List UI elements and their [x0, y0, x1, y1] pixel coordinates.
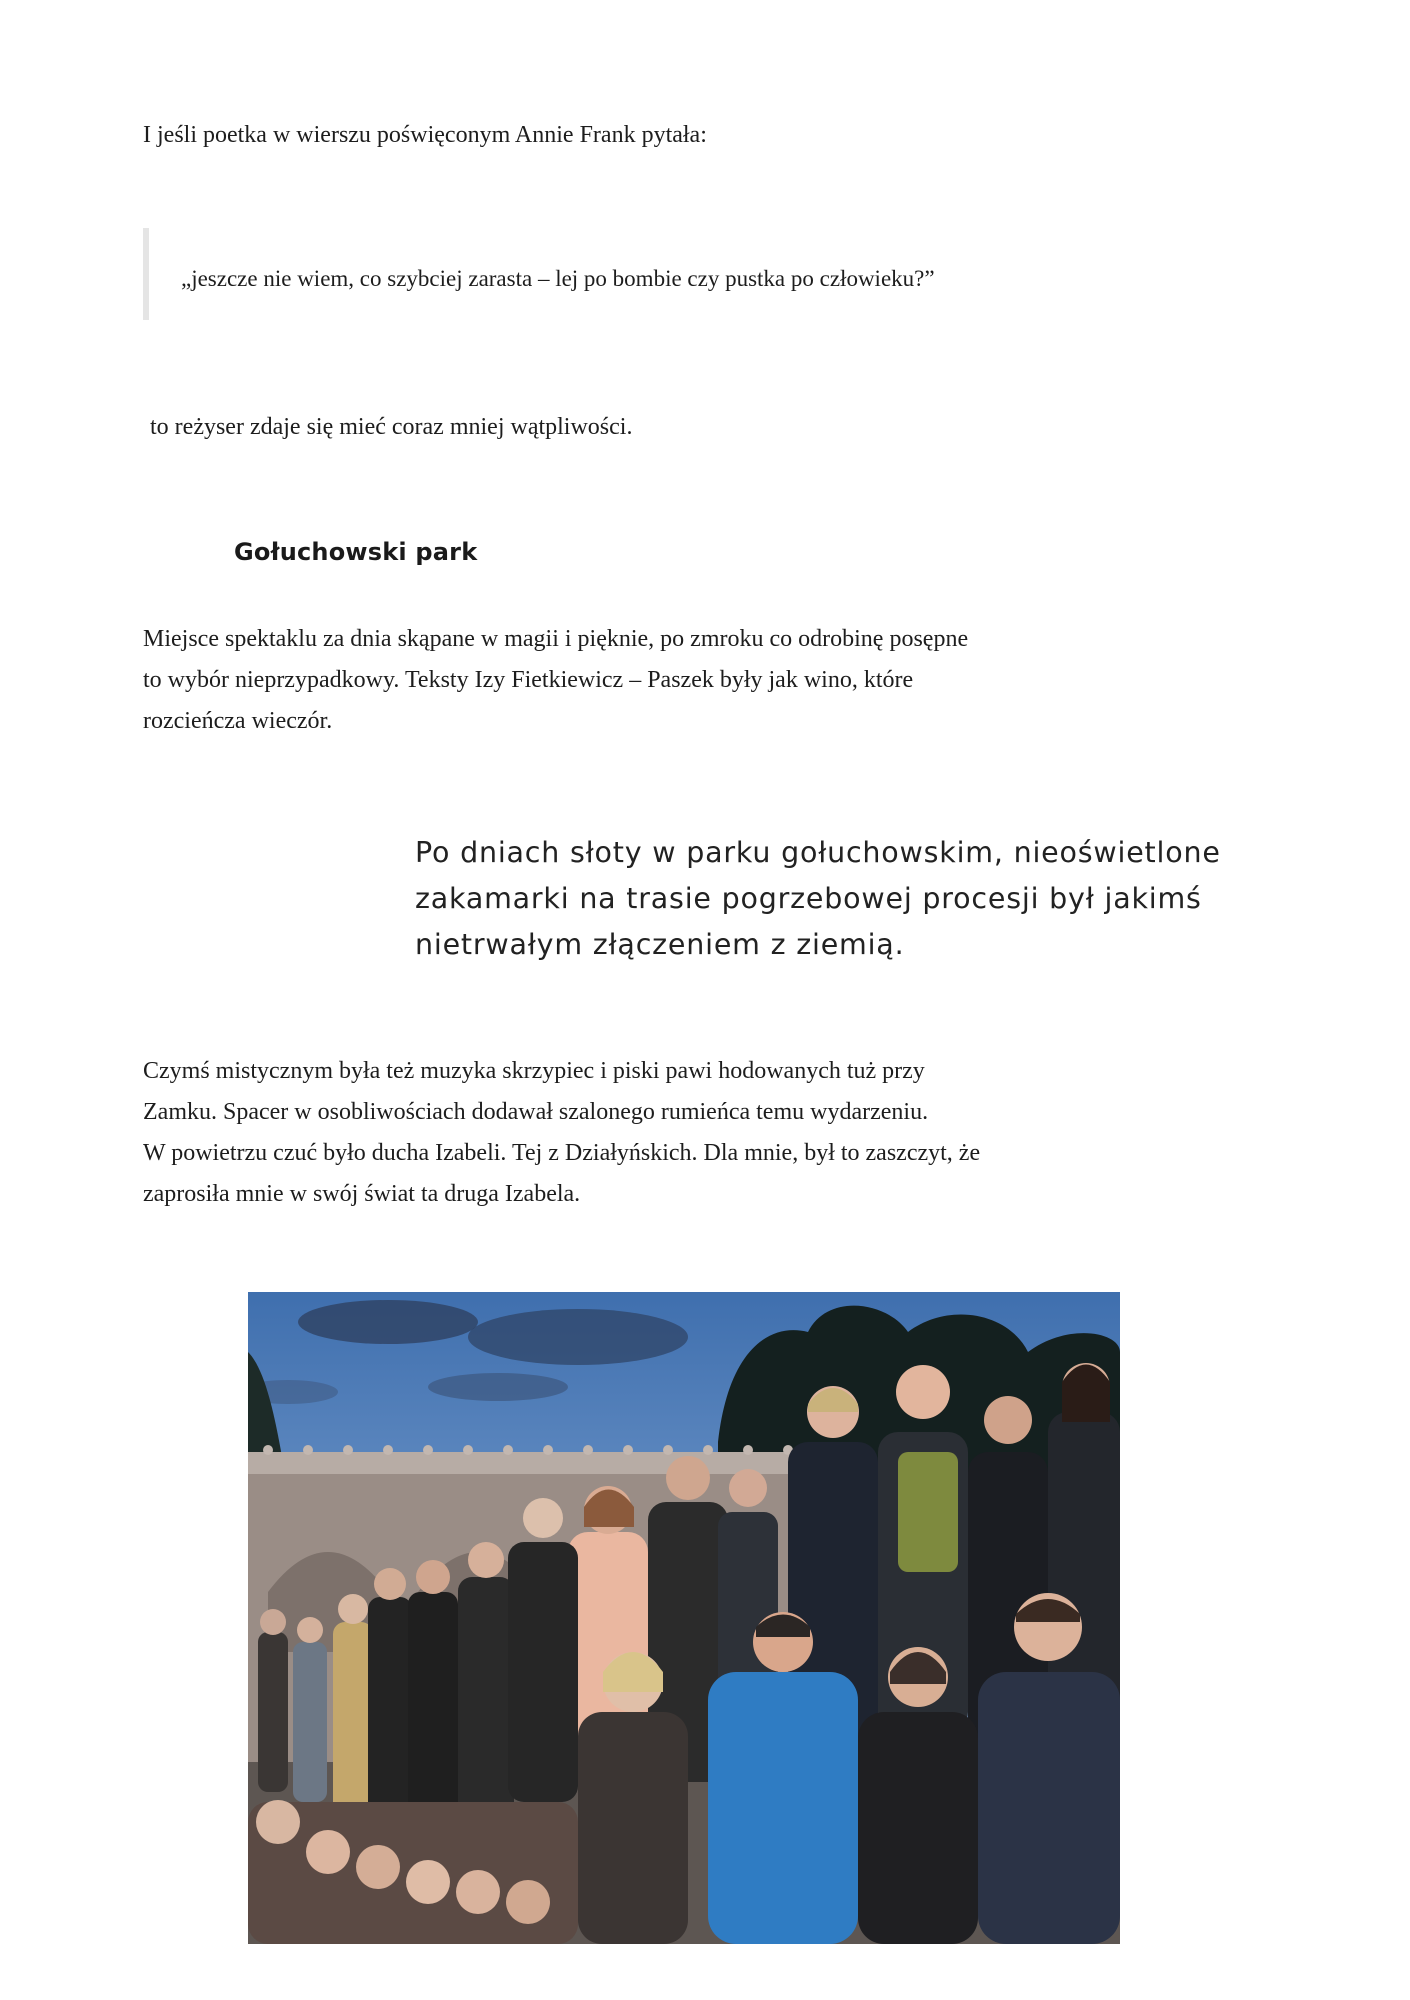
balustrade — [248, 1452, 808, 1474]
quote-text: „jeszcze nie wiem, co szybciej zarasta – lej po bombie czy pustka po człowieku?” — [181, 266, 935, 291]
blockquote — [143, 228, 1143, 320]
after-quote-text: to reżyser zdaje się mieć coraz mniej wątpliwości. — [150, 414, 633, 440]
paragraph-1-line: to wybór nieprzypadkowy. Teksty Izy Fietkiewicz – Paszek były jak wino, które — [143, 667, 914, 693]
paragraph-2-line: W powietrzu czuć było ducha Izabeli. Tej z Działyńskich. Dla mnie, był to zaszczyt, że — [143, 1140, 981, 1166]
pullquote-line: nietrwałym złączeniem z ziemią. — [415, 928, 905, 961]
paragraph-2 — [143, 1051, 1143, 1215]
paragraph-2-line: Czymś mistycznym była też muzyka skrzypiec i piski pawi hodowanych tuż przy — [143, 1058, 925, 1084]
cloud — [298, 1300, 478, 1344]
cloud — [428, 1373, 568, 1401]
paragraph-1-line: Miejsce spektaklu za dnia skąpane w magii i pięknie, po zmroku co odrobinę posępne — [143, 626, 969, 652]
section-heading: Gołuchowski park — [234, 538, 478, 566]
pullquote-line: zakamarki na trasie pogrzebowej procesji był jakimś — [415, 882, 1202, 915]
pullquote-line: Po dniach słoty w parku gołuchowskim, nieoświetlone — [415, 836, 1221, 869]
paragraph-1 — [143, 619, 1143, 742]
paragraph-2-line: zaprosiła mnie w swój świat ta druga Izabela. — [143, 1181, 581, 1207]
cloud — [468, 1309, 688, 1365]
intro-text: I jeśli poetka w wierszu poświęconym Annie Frank pytała: — [143, 122, 707, 148]
paragraph-1-line: rozcieńcza wieczór. — [143, 708, 333, 734]
paragraph-2-line: Zamku. Spacer w osobliwościach dodawał szalonego rumieńca temu wydarzeniu. — [143, 1099, 929, 1125]
pullquote — [415, 830, 1315, 968]
audience-photo — [248, 1292, 1120, 1944]
